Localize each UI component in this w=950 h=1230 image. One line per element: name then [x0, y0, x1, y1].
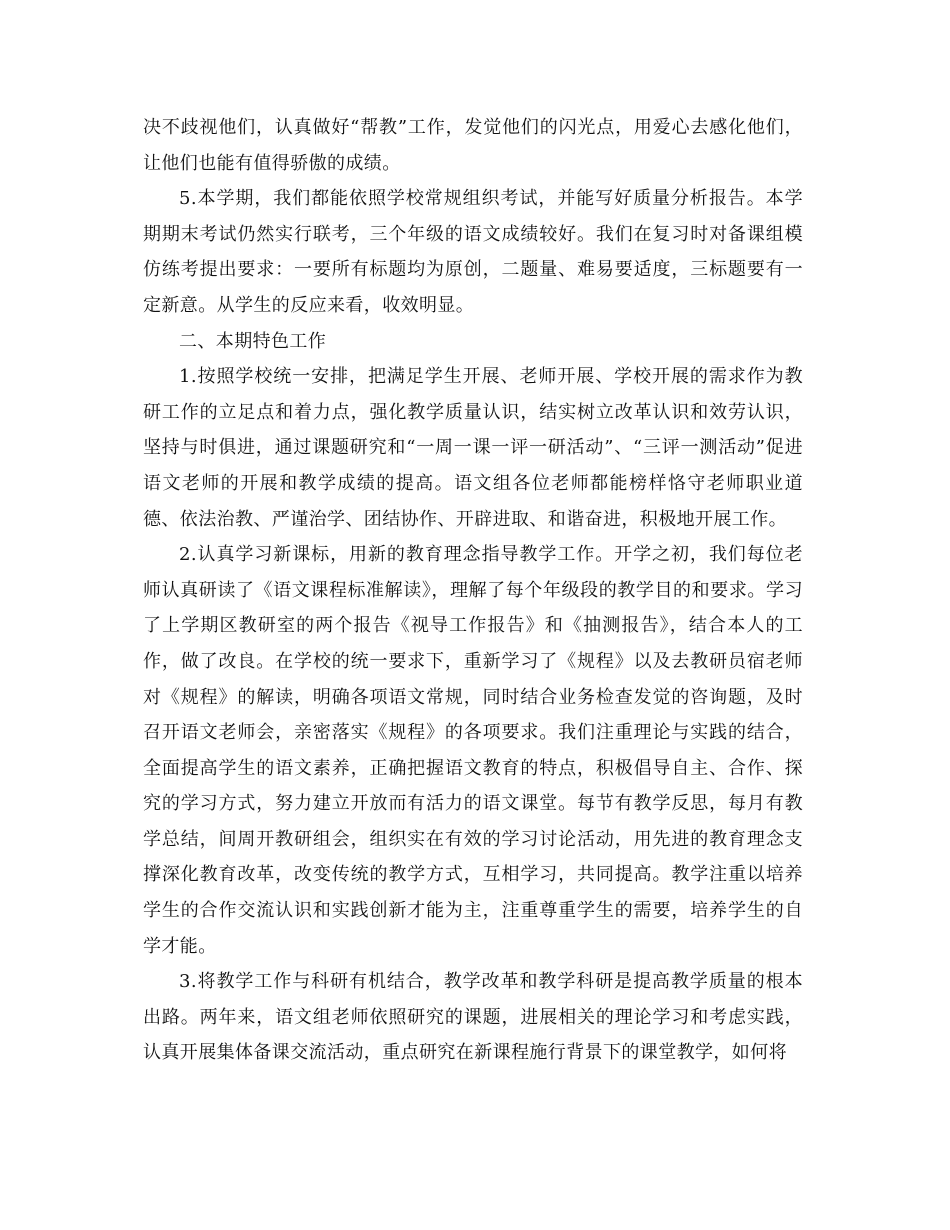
paragraph-item-2: 2.认真学习新课标，用新的教育理念指导教学工作。开学之初，我们每位老师认真研读了《语文课程标准解读》，理解了每个年级段的教学目的和要求。学习了上学期区教研室的两个报告《视导工作报告》和《抽测报告》，结合本人的工作，做了改良。在学校的统一要求下，重新学习了《规程》以及去教研员宿老师对《规程》的解读，明确各项语文常规，同时结合业务检查发觉的咨询题，及时召开语文老师会，亲密落实《规程》的各项要求。我们注重理论与实践的结合，全面提高学生的语文素养，正确把握语文教育的特点，积极倡导自主、合作、探究的学习方式，努力建立开放而有活力的语文课堂。每节有教学反思，每月有教学总结，间周开教研组会，组织实在有效的学习讨论活动，用先进的教育理念支撑深化教育改革，改变传统的教学方式，互相学习，共同提高。教学注重以培养学生的合作交流认识和实践创新才能为主，注重尊重学生的需要，培养学生的自学才能。	[143, 544, 803, 957]
section-heading: 二、本期特色工作	[179, 330, 327, 352]
paragraph-item-5: 5.本学期，我们都能依照学校常规组织考试，并能写好质量分析报告。本学期期末考试仍然实行联考，三个年级的语文成绩较好。我们在复习时对备课组模仿练考提出要求：一要所有标题均为原创，二题量、难易要适度，三标题要有一定新意。从学生的反应来看，收效明显。	[143, 188, 803, 316]
paragraph-continuation: 决不歧视他们，认真做好“帮教”工作，发觉他们的闪光点，用爱心去感化他们，让他们也能有值得骄傲的成绩。	[143, 117, 803, 174]
paragraph-item-1: 1.按照学校统一安排，把满足学生开展、老师开展、学校开展的需求作为教研工作的立足点和着力点，强化教学质量认识，结实树立改革认识和效劳认识，坚持与时俱进，通过课题研究和“一周一课一评一研活动”、“三评一测活动”促进语文老师的开展和教学成绩的提高。语文组各位老师都能榜样恪守老师职业道德、依法治教、严谨治学、团结协作、开辟进取、和谐奋进，积极地开展工作。	[143, 366, 803, 530]
document-body	[143, 110, 803, 1071]
paragraph-item-3: 3.将教学工作与科研有机结合，教学改革和教学科研是提高教学质量的根本出路。两年来，语文组老师依照研究的课题，进展相关的理论学习和考虑实践，认真开展集体备课交流活动，重点研究在新课程施行背景下的课堂教学，如何将	[143, 971, 803, 1064]
